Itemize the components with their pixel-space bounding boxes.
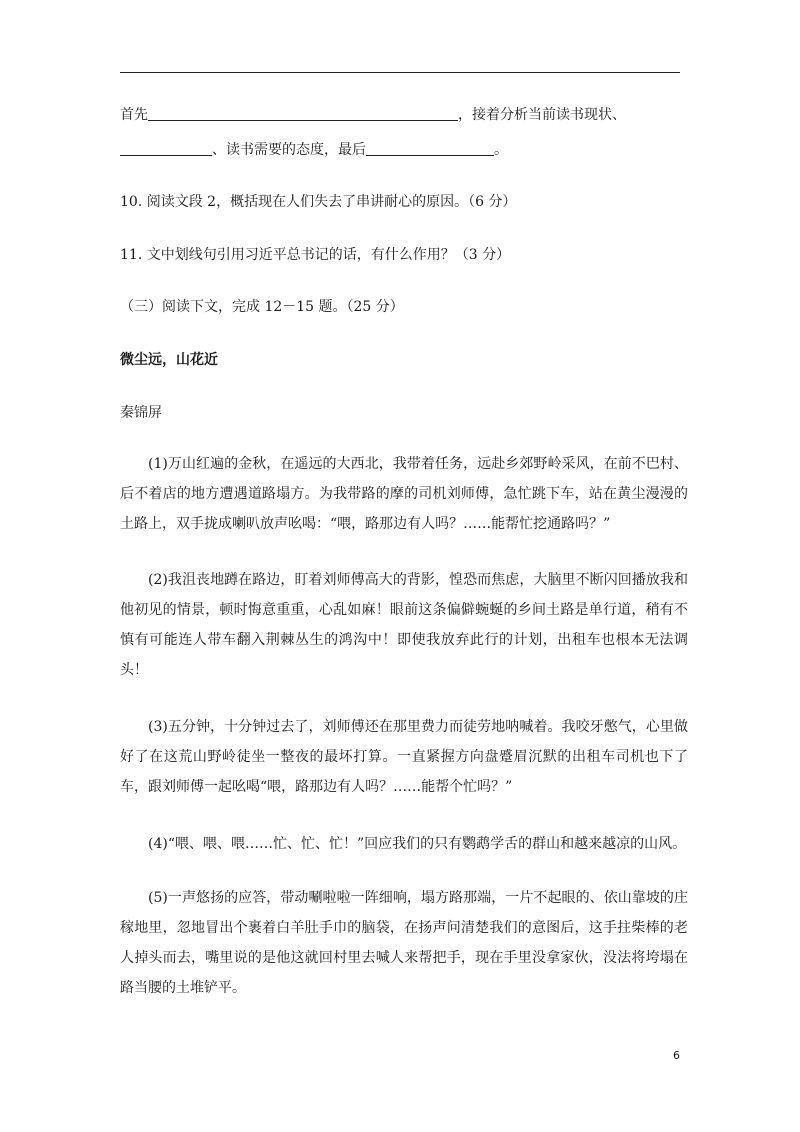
answer-blank[interactable] xyxy=(148,106,458,121)
article-title: 微尘远，山花近 xyxy=(120,352,218,368)
answer-blank[interactable] xyxy=(120,141,212,156)
question-11: 11. 文中划线句引用习近平总书记的话，有什么作用？（3 分） xyxy=(120,247,511,263)
article-author: 秦锦屏 xyxy=(120,405,162,421)
q9-line-2 xyxy=(120,141,680,159)
q9-line-1 xyxy=(120,106,680,124)
q9-mid2: 、读书需要的态度，最后 xyxy=(212,142,366,158)
header-rule xyxy=(120,72,680,73)
answer-blank[interactable] xyxy=(366,141,494,156)
q9-mid: ，接着分析当前读书现状、 xyxy=(458,107,626,123)
section-3-heading: （三）阅读下文，完成 12－15 题。（25 分） xyxy=(120,299,404,315)
question-10: 10. 阅读文段 2，概括现在人们失去了串讲耐心的原因。（6 分） xyxy=(120,194,517,210)
q9-end: 。 xyxy=(494,142,508,158)
page-number: 6 xyxy=(673,1049,680,1062)
article-paragraph-3: (3)五分钟，十分钟过去了，刘师傅还在那里费力而徒劳地呐喊着。我咬牙憋气，心里做好了在这荒山野岭徒坐一整夜的最坏打算。一直紧握方向盘蹙眉沉默的出租车司机也下了车，跟刘师傅一起吆喝“喂，路那边有人吗？……能帮个忙吗？” xyxy=(120,719,688,795)
article-paragraph-5: (5)一声悠扬的应答，带动唰啦啦一阵细响，塌方路那端，一片不起眼的、依山靠坡的庄稼地里，忽地冒出个裹着白羊肚手巾的脑袋，在扬声问清楚我们的意图后，这手拄柴棒的老人掉头而去，嘴里说的是他这就回村里去喊人来帮把手，现在手里没拿家伙，没法将垮塌在路当腰的土堆铲平。 xyxy=(120,890,688,996)
article-paragraph-4: (4)“喂、喂、喂……忙、忙、忙！”回应我们的只有鹦鹉学舌的群山和越来越凉的山风。 xyxy=(148,836,687,852)
article-paragraph-2: (2)我沮丧地蹲在路边，盯着刘师傅高大的背影，惶恐而焦虑，大脑里不断闪回播放我和他初见的情景，顿时悔意重重，心乱如麻！眼前这条偏僻蜿蜒的乡间土路是单行道，稍有不慎有可能连人带车翻入荆棘丛生的鸿沟中！即使我放弃此行的计划，出租车也根本无法调头！ xyxy=(120,572,688,678)
article-paragraph-1: (1)万山红遍的金秋，在遥远的大西北，我带着任务，远赴乡郊野岭采风，在前不巴村、后不着店的地方遭遇道路塌方。为我带路的摩的司机刘师傅，急忙跳下车，站在黄尘漫漫的土路上，双手拢成喇叭放声吆喝：“喂，路那边有人吗？……能帮忙挖通路吗？” xyxy=(120,456,688,532)
q9-prefix: 首先 xyxy=(120,107,148,123)
